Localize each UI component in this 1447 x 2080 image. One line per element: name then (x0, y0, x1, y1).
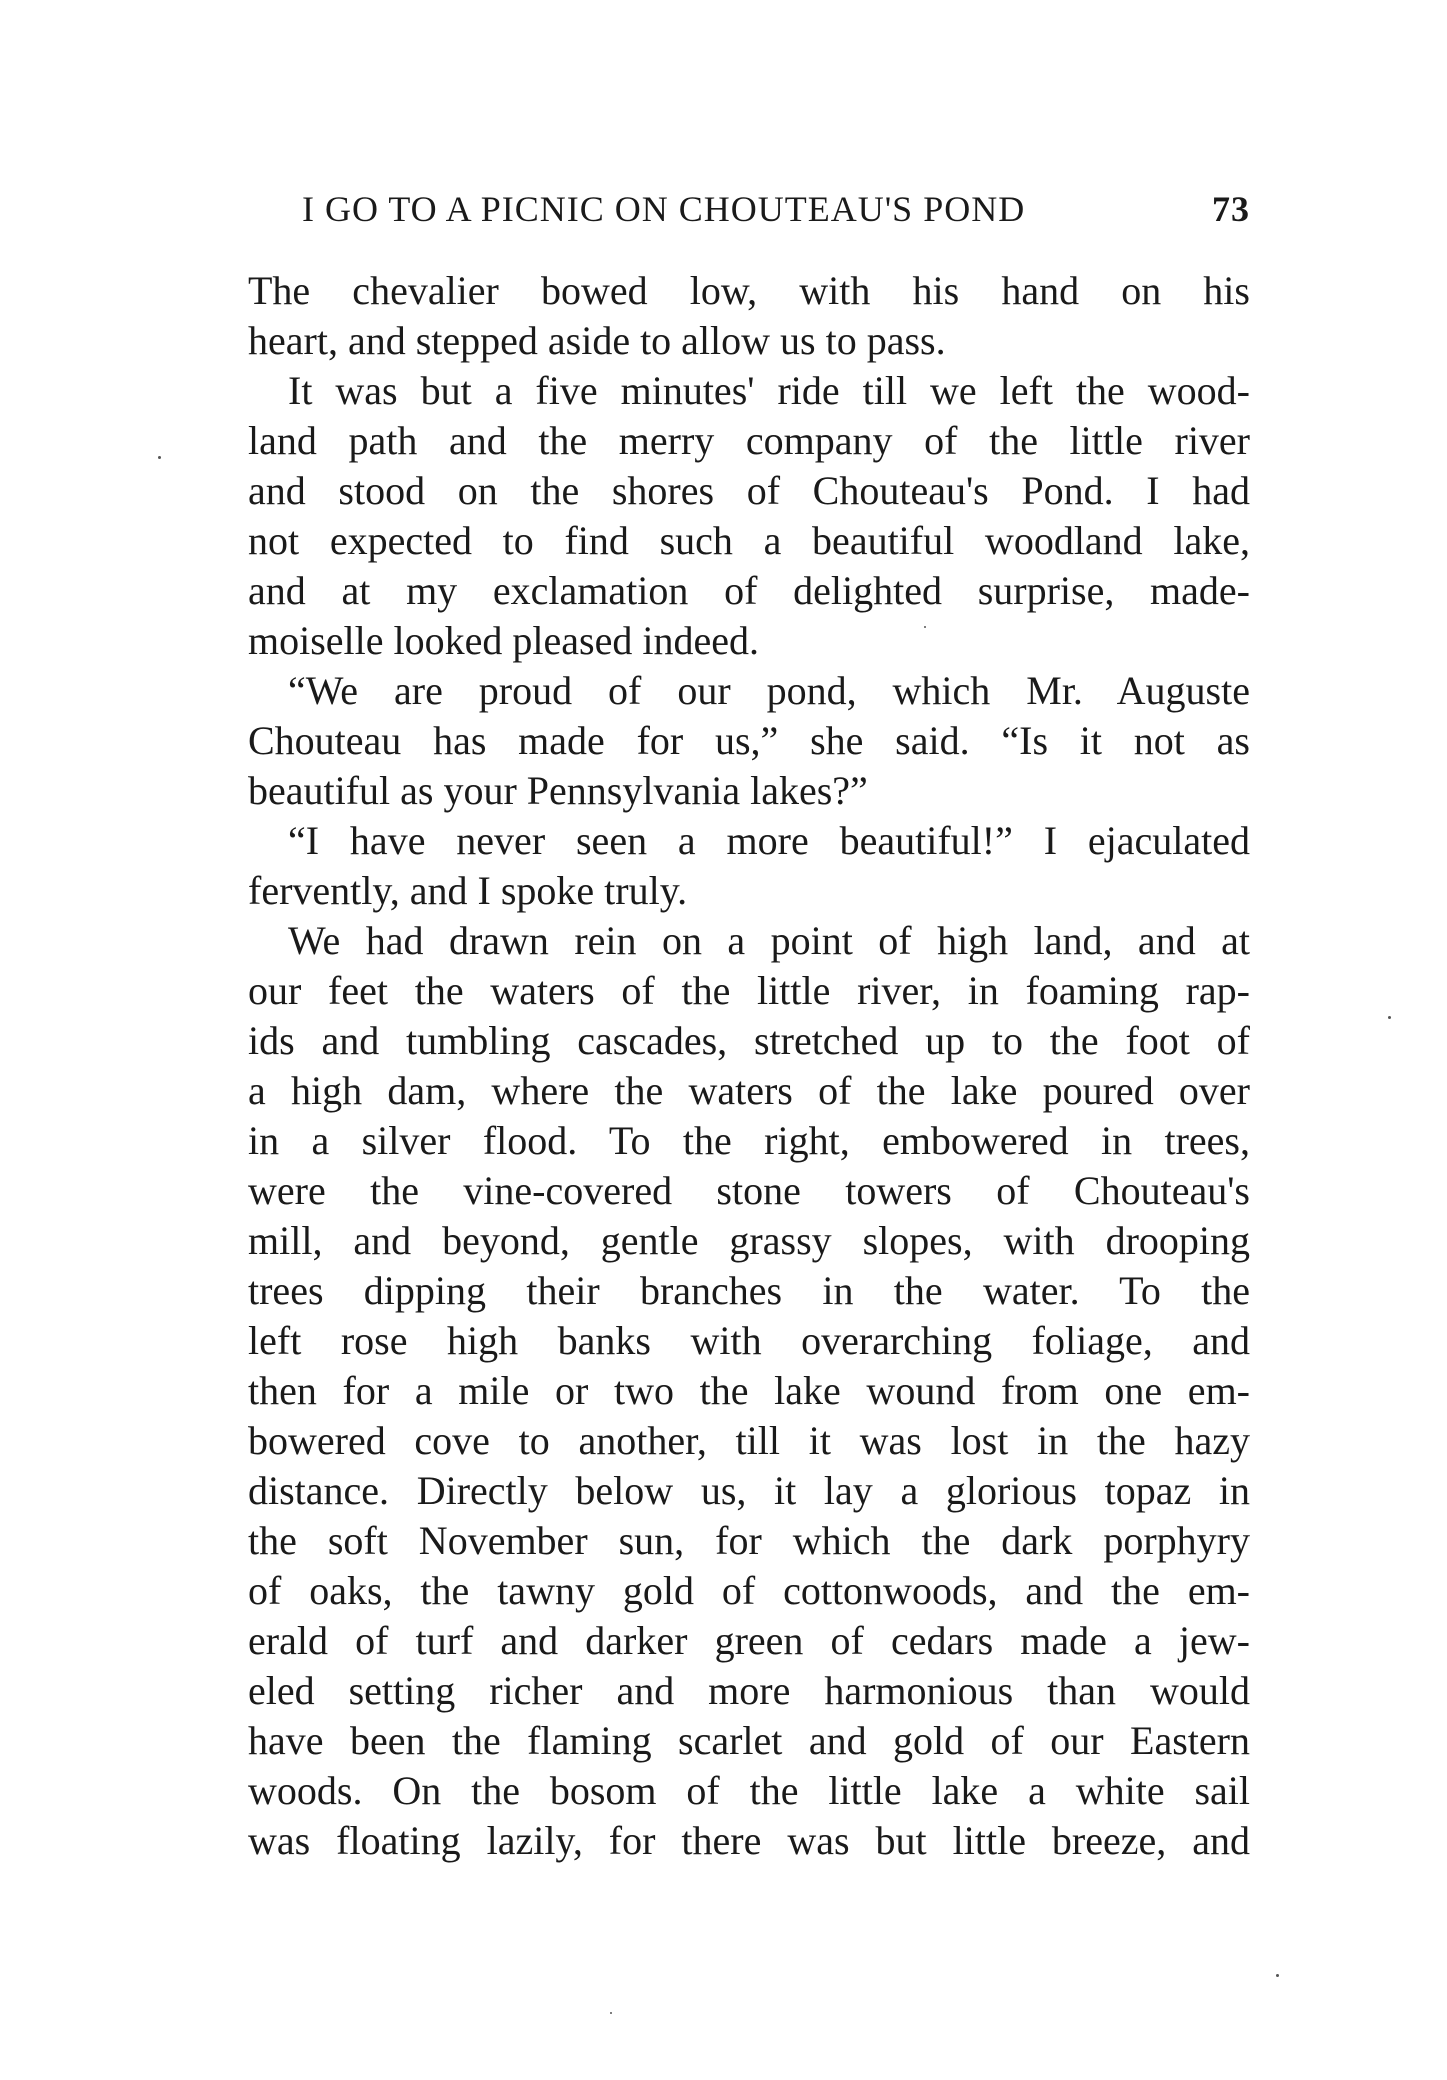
text-line: our feet the waters of the little river, in foaming rap- (248, 968, 1250, 1013)
text-line: and stood on the shores of Chouteau's Pond. I had (248, 468, 1250, 513)
text-line: woods. On the bosom of the little lake a white sail (248, 1768, 1250, 1813)
text-line: ids and tumbling cascades, stretched up to the foot of (248, 1018, 1250, 1063)
text-line: have been the flaming scarlet and gold of our Eastern (248, 1718, 1250, 1763)
chapter-title: I GO TO A PICNIC ON CHOUTEAU'S POND (302, 189, 1026, 229)
text-line: We had drawn rein on a point of high land, and at (288, 918, 1250, 963)
text-line: “I have never seen a more beautiful!” I ejaculated (288, 818, 1250, 863)
scan-speck (610, 2012, 612, 2014)
text-line: Chouteau has made for us,” she said. “Is it not as (248, 718, 1250, 763)
text-line: erald of turf and darker green of cedars made a jew- (248, 1618, 1250, 1663)
text-line: of oaks, the tawny gold of cottonwoods, and the em- (248, 1568, 1250, 1613)
text-line: left rose high banks with overarching foliage, and (248, 1318, 1250, 1363)
scan-speck (1388, 1016, 1391, 1019)
text-line: distance. Directly below us, it lay a glorious topaz in (248, 1468, 1250, 1513)
scan-speck (1276, 1974, 1279, 1977)
running-head (302, 188, 1250, 238)
text-line: the soft November sun, for which the dark porphyry (248, 1518, 1250, 1563)
text-line: a high dam, where the waters of the lake poured over (248, 1068, 1250, 1113)
text-line: trees dipping their branches in the water. To the (248, 1268, 1250, 1313)
scan-speck (924, 626, 926, 628)
scan-speck (158, 456, 161, 459)
page-number: 73 (1212, 189, 1250, 229)
text-line: beautiful as your Pennsylvania lakes?” (248, 768, 868, 813)
text-line: were the vine-covered stone towers of Chouteau's (248, 1168, 1250, 1213)
text-line: eled setting richer and more harmonious than would (248, 1668, 1250, 1713)
text-line: then for a mile or two the lake wound from one em- (248, 1368, 1250, 1413)
text-line: “We are proud of our pond, which Mr. Auguste (288, 668, 1250, 713)
text-line: land path and the merry company of the little river (248, 418, 1250, 463)
text-line: not expected to find such a beautiful woodland lake, (248, 518, 1250, 563)
text-line: heart, and stepped aside to allow us to pass. (248, 318, 946, 363)
text-line: fervently, and I spoke truly. (248, 868, 688, 913)
text-line: The chevalier bowed low, with his hand on his (248, 268, 1250, 313)
text-line: moiselle looked pleased indeed. (248, 618, 759, 663)
body-text (248, 266, 1250, 1866)
text-line: bowered cove to another, till it was lost in the hazy (248, 1418, 1250, 1463)
text-line: It was but a five minutes' ride till we left the wood- (288, 368, 1250, 413)
text-line: mill, and beyond, gentle grassy slopes, with drooping (248, 1218, 1250, 1263)
text-line: and at my exclamation of delighted surprise, made- (248, 568, 1250, 613)
text-line: in a silver flood. To the right, embowered in trees, (248, 1118, 1250, 1163)
text-line: was floating lazily, for there was but little breeze, and (248, 1818, 1250, 1863)
